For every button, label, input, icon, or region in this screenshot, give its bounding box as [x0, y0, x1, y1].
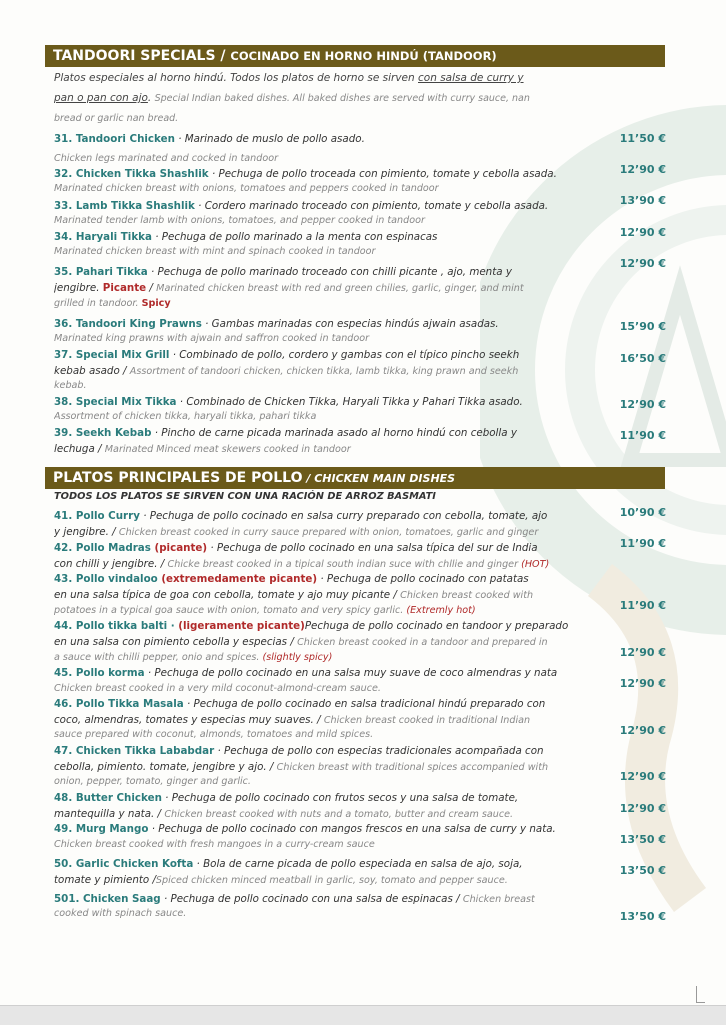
menu-item-501-english — [54, 907, 622, 921]
menu-item-43-line-2 — [54, 587, 622, 604]
dish-description: · Pechuga de pollo cocinado con mangos frescos en una salsa de curry y nata. — [148, 823, 556, 835]
dish-description: tomate y pimiento / — [54, 874, 156, 886]
menu-item-31 — [54, 131, 622, 147]
intro-text: Platos especiales al horno hindú. Todos los platos de horno se sirven — [54, 72, 418, 84]
menu-item-36-english — [54, 332, 622, 346]
dish-english: Chicken breast cooked in traditional Indian — [323, 715, 531, 726]
intro-english: bread or garlic nan bread. — [54, 113, 179, 124]
spicy-label: Picante — [102, 282, 147, 294]
dish-english: Marinated chicken breast with mint and spinach cooked in tandoor — [54, 246, 376, 257]
tandoori-intro-line-3 — [54, 110, 622, 127]
dish-description: · Pechuga de pollo cocinado en una salsa típica del sur de India — [207, 542, 538, 554]
intro-text: . — [147, 92, 155, 104]
dish-english: Marinated tender lamb with onions, tomatoes, and pepper cooked in tandoor — [54, 215, 425, 226]
dish-description: · Pechuga de pollo troceada con pimiento, tomate y cebolla asada. — [208, 168, 557, 180]
menu-item-37-line-3 — [54, 379, 622, 393]
dish-description: cebolla, pimiento. tomate, jengibre y ajo. / — [54, 761, 277, 773]
dish-name: 501. Chicken Saag — [54, 893, 161, 905]
dish-description: · Pechuga de pollo cocinado con una salsa de espinacas / — [160, 893, 463, 905]
price-48: 12’90 € — [619, 802, 666, 815]
menu-item-50-line-2 — [54, 872, 622, 889]
price-39: 11’90 € — [619, 429, 666, 442]
dish-description: con chilli y jengibre. / — [54, 558, 168, 570]
intro-underlined: con salsa de curry y — [418, 72, 524, 84]
menu-item-38 — [54, 394, 622, 410]
price-35: 12’90 € — [619, 257, 666, 270]
spicy-label: (ligeramente picante) — [178, 620, 305, 632]
dish-english: sauce prepared with coconut, almonds, tomatoes and mild spices. — [54, 729, 374, 740]
dish-english: Chicken breast with traditional spices accompanied with — [276, 762, 549, 773]
dish-english: onion, pepper, tomato, ginger and garlic. — [54, 776, 251, 787]
menu-item-32 — [54, 166, 622, 182]
menu-item-33 — [54, 198, 622, 214]
menu-item-32-english — [54, 182, 622, 196]
dish-english: Marinated Minced meat skewers cooked in tandoor — [104, 444, 351, 455]
spicy-label: (extremedamente picante) — [161, 573, 318, 585]
dish-english: Chicken breast cooked in a very mild coconut-almond-cream sauce. — [54, 683, 381, 694]
menu-item-36 — [54, 316, 622, 332]
dish-description: jengibre. — [54, 282, 103, 294]
dish-english: kebab. — [54, 380, 87, 391]
menu-item-48 — [54, 790, 622, 806]
menu-item-44 — [54, 618, 622, 634]
dish-name: 42. Pollo Madras — [54, 542, 155, 554]
dish-description: · Marinado de muslo de pollo asado. — [174, 133, 365, 145]
price-43: 11’90 € — [619, 599, 666, 612]
menu-item-38-english — [54, 410, 622, 424]
menu-item-47-line-3 — [54, 775, 622, 789]
dish-name: 50. Garlic Chicken Kofta — [54, 858, 194, 870]
dish-name: 32. Chicken Tikka Shashlik — [54, 168, 209, 180]
intro-english: Special Indian baked dishes. All baked dishes are served with curry sauce, nan — [154, 93, 530, 104]
dish-name: 47. Chicken Tikka Lababdar — [54, 745, 215, 757]
dish-description: · Combinado de Chicken Tikka, Haryali Tikka y Pahari Tikka asado. — [176, 396, 523, 408]
dish-name: 33. Lamb Tikka Shashlik — [54, 200, 195, 212]
dish-english: Chicken breast cooked in a tandoor and prepared in — [297, 637, 548, 648]
spicy-label: (HOT) — [521, 559, 550, 570]
dish-description: · Bola de carne picada de pollo especiada en salsa de ajo, soja, — [193, 858, 523, 870]
price-31: 11’50 € — [619, 132, 666, 145]
dish-description: · Pincho de carne picada marinada asado al horno hindú con cebolla y — [151, 427, 517, 439]
dish-name: 46. Pollo Tikka Masala — [54, 698, 184, 710]
dish-name: 34. Haryali Tikka — [54, 231, 152, 243]
dish-english: Chicken breast cooked with nuts and a tomato, butter and cream sauce. — [164, 809, 514, 820]
dish-description: y jengibre. / — [54, 526, 119, 538]
dish-name: 38. Special Mix Tikka — [54, 396, 177, 408]
menu-item-43 — [54, 571, 622, 587]
separator: / — [146, 282, 157, 294]
dish-description: en una salsa típica de goa con cebolla, tomate y ajo muy picante / — [54, 589, 401, 601]
dish-english: Marinated chicken breast with onions, tomatoes and peppers cooked in tandoor — [54, 183, 439, 194]
dish-description: kebab asado / — [54, 365, 130, 377]
section-title-es: COCINADO EN HORNO HINDÚ (TANDOOR) — [230, 49, 497, 63]
price-33: 13’90 € — [619, 194, 666, 207]
price-41: 10’90 € — [619, 506, 666, 519]
dish-name: 41. Pollo Curry — [54, 510, 140, 522]
price-47: 12’90 € — [619, 770, 666, 783]
menu-item-35-line-2 — [54, 280, 622, 297]
dish-description: en una salsa con pimiento cebolla y especias / — [54, 636, 298, 648]
menu-item-31-english — [54, 152, 622, 166]
viewer-bottom-bar — [0, 1005, 726, 1025]
dish-name: 48. Butter Chicken — [54, 792, 162, 804]
dish-description: · Combinado de pollo, cordero y gambas con el típico pincho seekh — [169, 349, 520, 361]
menu-item-34 — [54, 229, 622, 245]
menu-item-37-line-2 — [54, 363, 622, 380]
price-36: 15’90 € — [619, 320, 666, 333]
spicy-label: Spicy — [141, 298, 171, 309]
menu-item-33-english — [54, 214, 622, 228]
dish-name: 35. Pahari Tikka — [54, 266, 148, 278]
menu-item-49 — [54, 821, 622, 837]
dish-english: Marinated king prawns with ajwain and saffron cooked in tandoor — [54, 333, 370, 344]
section-title: PLATOS PRINCIPALES DE POLLO — [53, 470, 303, 486]
dish-description: · Cordero marinado troceado con pimiento, tomate y cebolla asada. — [194, 200, 549, 212]
dish-description: · Pechuga de pollo cocinado con patatas — [317, 573, 529, 585]
menu-item-41 — [54, 508, 622, 524]
intro-underlined: pan o pan con ajo — [54, 92, 148, 104]
price-38: 12’90 € — [619, 398, 666, 411]
dish-english: cooked with spinach sauce. — [54, 908, 187, 919]
section-title-en: / CHICKEN MAIN DISHES — [302, 472, 456, 485]
price-501: 13’50 € — [619, 910, 666, 923]
dish-name: 31. Tandoori Chicken — [54, 133, 175, 145]
price-50: 13’50 € — [619, 864, 666, 877]
dish-english: Assortment of tandoori chicken, chicken tikka, lamb tikka, king prawn and seekh — [129, 366, 519, 377]
menu-item-35-line-3 — [54, 297, 622, 311]
price-37: 16’50 € — [619, 352, 666, 365]
menu-item-43-line-3 — [54, 604, 622, 618]
dish-english: Chicken breast — [462, 894, 535, 905]
pollo-subtitle: TODOS LOS PLATOS SE SIRVEN CON UNA RACIÓN DE ARROZ BASMATI — [54, 491, 436, 502]
dish-name: 45. Pollo korma — [54, 667, 145, 679]
menu-item-46 — [54, 696, 622, 712]
dish-english: Chicken legs marinated and cocked in tandoor — [54, 153, 279, 164]
tandoori-intro-line-1 — [54, 70, 622, 86]
dish-description: Pechuga de pollo cocinado en tandoor y preparado — [304, 620, 569, 632]
dish-english: Assortment of chicken tikka, haryali tikka, pahari tikka — [54, 411, 317, 422]
dish-english: potatoes in a typical goa sauce with onion, tomato and very spicy garlic. — [54, 605, 407, 616]
dish-description: · Pechuga de pollo cocinado con frutos secos y una salsa de tomate, — [161, 792, 519, 804]
dish-description: · Pechuga de pollo con especias tradicionales acompañada con — [214, 745, 544, 757]
menu-item-39 — [54, 425, 622, 441]
dish-description: · Pechuga de pollo marinado troceado con chilli picante , ajo, menta y — [147, 266, 512, 278]
menu-item-39-line-2 — [54, 441, 622, 458]
menu-item-42 — [54, 540, 622, 556]
menu-item-41-line-2 — [54, 524, 622, 541]
tandoori-intro-line-2 — [54, 90, 622, 107]
dish-name: 49. Murg Mango — [54, 823, 149, 835]
spicy-label: (slightly spicy) — [262, 652, 333, 663]
dish-description: · Pechuga de pollo cocinado en salsa curry preparado con cebolla, tomate, ajo — [139, 510, 548, 522]
menu-item-35 — [54, 264, 622, 280]
dish-name: 43. Pollo vindaloo — [54, 573, 162, 585]
menu-item-50 — [54, 856, 622, 872]
price-45: 12’90 € — [619, 677, 666, 690]
dish-description: · Gambas marinadas con especias hindús ajwain asadas. — [201, 318, 499, 330]
dish-description: · Pechuga de pollo cocinado en una salsa muy suave de coco almendras y nata — [144, 667, 558, 679]
price-49: 13’50 € — [619, 833, 666, 846]
page-corner-mark — [696, 986, 705, 1003]
dish-english: Chicken breast cooked in curry sauce prepared with onion, tomatoes, garlic and ginger — [118, 527, 539, 538]
dish-description: lechuga / — [54, 443, 105, 455]
price-34: 12’90 € — [619, 226, 666, 239]
dish-english: Marinated chicken breast with red and green chilies, garlic, ginger, and mint — [156, 283, 524, 294]
menu-item-37 — [54, 347, 622, 363]
price-44: 12’90 € — [619, 646, 666, 659]
dish-english: Spiced chicken minced meatball in garlic, soy, tomato and pepper sauce. — [155, 875, 508, 886]
menu-item-47 — [54, 743, 622, 759]
section-title: TANDOORI SPECIALS / — [53, 48, 231, 64]
dish-english: Chicken breast cooked with fresh mangoes in a curry-cream sauce — [54, 839, 375, 850]
menu-item-47-line-2 — [54, 759, 622, 776]
dish-description: · Pechuga de pollo marinado a la menta con espinacas — [151, 231, 438, 243]
menu-item-45 — [54, 665, 622, 681]
menu-item-44-line-2 — [54, 634, 622, 651]
section-header-pollo — [45, 467, 665, 489]
spicy-label: (picante) — [154, 542, 208, 554]
menu-item-34-english — [54, 245, 622, 259]
dish-description: mantequilla y nata. / — [54, 808, 165, 820]
dish-name: 36. Tandoori King Prawns — [54, 318, 202, 330]
dish-english: grilled in tandoor. — [54, 298, 142, 309]
dish-description: · Pechuga de pollo cocinado en salsa tradicional hindú preparado con — [183, 698, 546, 710]
dish-name: 37. Special Mix Grill — [54, 349, 170, 361]
menu-item-49-english — [54, 838, 622, 852]
dish-name: 39. Seekh Kebab — [54, 427, 152, 439]
dish-name: 44. Pollo tikka balti · — [54, 620, 179, 632]
dish-english: Chicken breast cooked with — [400, 590, 534, 601]
menu-item-501 — [54, 891, 622, 908]
spicy-label: (Extremly hot) — [406, 605, 476, 616]
dish-english: a sauce with chilli pepper, onio and spices. — [54, 652, 263, 663]
dish-description: coco, almendras, tomates y especias muy suaves. / — [54, 714, 324, 726]
menu-item-46-line-2 — [54, 712, 622, 729]
dish-english: Chicke breast cooked in a tipical south indian suce with chllie and ginger — [167, 559, 522, 570]
price-42: 11’90 € — [619, 537, 666, 550]
price-46: 12’90 € — [619, 724, 666, 737]
price-32: 12’90 € — [619, 163, 666, 176]
menu-item-44-line-3 — [54, 651, 622, 665]
section-header-tandoori — [45, 45, 665, 67]
menu-item-45-english — [54, 682, 622, 696]
menu-item-46-line-3 — [54, 728, 622, 742]
